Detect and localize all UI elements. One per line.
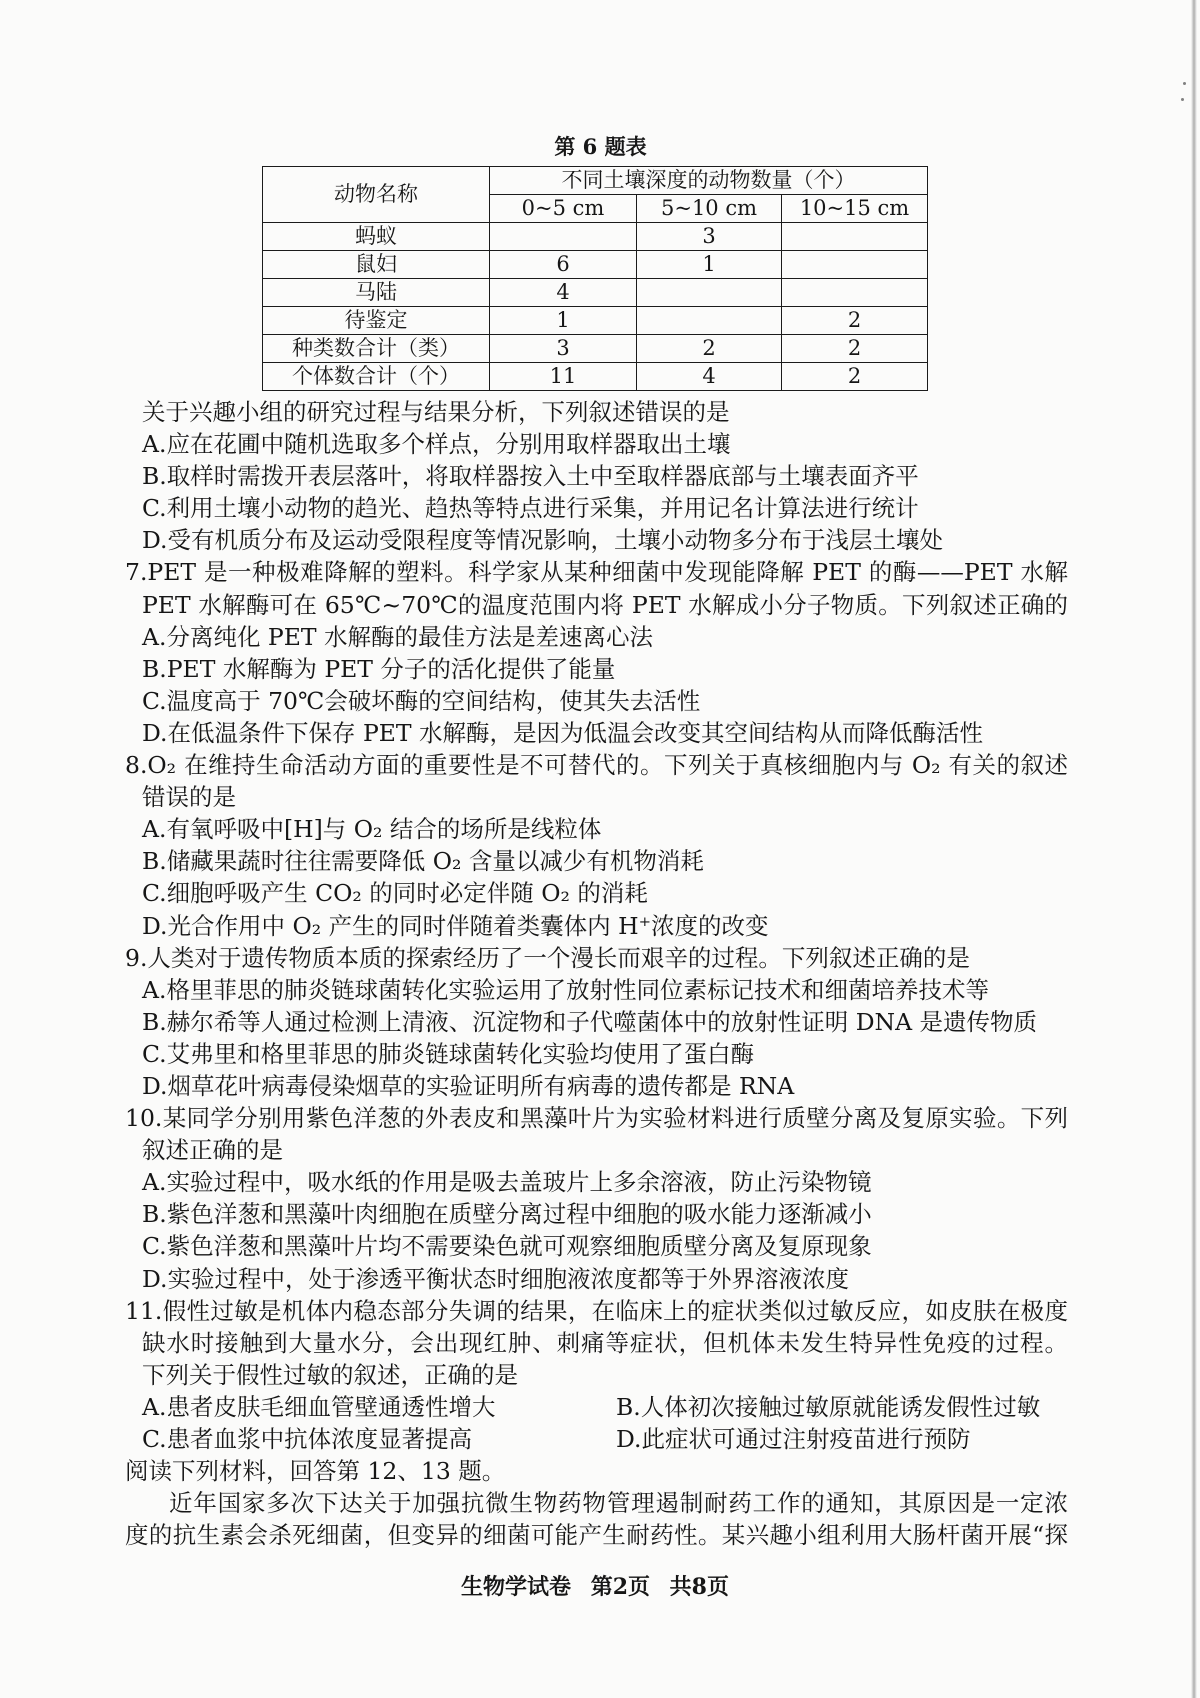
table-row [263, 335, 928, 363]
table-row [263, 223, 928, 251]
text-line [0, 749, 1200, 781]
count-cell [637, 279, 782, 307]
text-line [0, 1102, 1200, 1134]
q10-option-d: D.实验过程中，处于渗透平衡状态时细胞液浓度都等于外界溶液浓度 [142, 1264, 849, 1293]
row-name-cell: 马陆 [263, 279, 490, 307]
text-line [0, 1230, 1200, 1262]
table-row [263, 307, 928, 335]
scan-speck [1183, 82, 1186, 85]
row-name-cell: 个体数合计（个） [263, 363, 490, 391]
text-line [0, 910, 1200, 942]
q10-stem: 10.某同学分别用紫色洋葱的外表皮和黑藻叶片为实验材料进行质壁分离及复原实验。下列 [125, 1104, 1068, 1133]
text-line [0, 1006, 1200, 1038]
text-line [0, 1038, 1200, 1070]
q11-option-a: A.患者皮肤毛细血管壁通透性增大 [142, 1392, 496, 1421]
animal-name-header: 动物名称 [263, 167, 490, 223]
count-cell [782, 223, 928, 251]
text-line [0, 589, 1200, 621]
q6-option-c: C.利用土壤小动物的趋光、趋热等特点进行采集，并用记名计算法进行统计 [142, 494, 919, 523]
q11-option-b: B.人体初次接触过敏原就能诱发假性过敏 [616, 1392, 1041, 1421]
q9-stem: 9.人类对于遗传物质本质的探索经历了一个漫长而艰辛的过程。下列叙述正确的是 [125, 943, 970, 972]
count-cell: 1 [490, 307, 637, 335]
q8-stem: 8.O₂ 在维持生命活动方面的重要性是不可替代的。下列关于真核细胞内与 O₂ 有关的叙述 [125, 751, 1068, 780]
row-name-cell: 种类数合计（类） [263, 335, 490, 363]
q7-option-c: C.温度高于 70℃会破坏酶的空间结构，使其失去活性 [142, 686, 701, 715]
text-line [0, 460, 1200, 492]
text-line [0, 781, 1200, 813]
text-line [0, 1198, 1200, 1230]
text-line [0, 1263, 1200, 1295]
q9-option-a: A.格里菲思的肺炎链球菌转化实验运用了放射性同位素标记技术和细菌培养技术等 [142, 975, 989, 1004]
q11-stem: 11.假性过敏是机体内稳态部分失调的结果，在临床上的症状类似过敏反应，如皮肤在极度 [125, 1296, 1068, 1325]
reading-paragraph-line: 度的抗生素会杀死细菌，但变异的细菌可能产生耐药性。某兴趣小组利用大肠杆菌开展“探 [125, 1521, 1068, 1550]
count-cell: 3 [637, 223, 782, 251]
count-cell: 2 [782, 335, 928, 363]
question-text-block [0, 396, 1200, 1551]
text-line [0, 1519, 1200, 1551]
text-line [0, 1455, 1200, 1487]
table-caption: 第 6 题表 [554, 134, 647, 159]
q11-stem-continued: 缺水时接触到大量水分，会出现红肿、刺痛等症状，但机体未发生特异性免疫的过程。 [142, 1328, 1068, 1357]
animal-count-table [262, 166, 928, 391]
table-row [263, 251, 928, 279]
depth-header: 10~15 cm [782, 195, 928, 223]
reading-paragraph-line: 近年国家多次下达关于加强抗微生物药物管理遏制耐药工作的通知，其原因是一定浓 [169, 1489, 1068, 1518]
count-cell [782, 251, 928, 279]
q8-option-a: A.有氧呼吸中[H]与 O₂ 结合的场所是线粒体 [142, 815, 602, 844]
text-line [0, 974, 1200, 1006]
q9-option-b: B.赫尔希等人通过检测上清液、沉淀物和子代噬菌体中的放射性证明 DNA 是遗传物质 [142, 1007, 1038, 1036]
table-row [263, 279, 928, 307]
q10-stem-continued: 叙述正确的是 [142, 1136, 283, 1165]
text-line [0, 621, 1200, 653]
q6-option-d: D.受有机质分布及运动受限程度等情况影响，土壤小动物多分布于浅层土壤处 [142, 526, 943, 555]
text-line [0, 813, 1200, 845]
count-cell: 4 [637, 363, 782, 391]
text-line [0, 1166, 1200, 1198]
text-line [0, 428, 1200, 460]
count-cell [637, 307, 782, 335]
q6-option-a: A.应在花圃中随机选取多个样点，分别用取样器取出土壤 [142, 430, 731, 459]
scan-speck [1181, 98, 1184, 101]
row-name-cell: 鼠妇 [263, 251, 490, 279]
text-line [0, 1391, 1200, 1423]
q8-option-b: B.储藏果蔬时往往需要降低 O₂ 含量以减少有机物消耗 [142, 847, 704, 876]
q10-option-c: C.紫色洋葱和黑藻叶片均不需要染色就可观察细胞质壁分离及复原现象 [142, 1232, 872, 1261]
text-line [0, 396, 1200, 428]
q7-stem: 7.PET 是一种极难降解的塑料。科学家从某种细菌中发现能降解 PET 的酶——PET 水解 [125, 558, 1068, 587]
q10-option-a: A.实验过程中，吸水纸的作用是吸去盖玻片上多余溶液，防止污染物镜 [142, 1168, 872, 1197]
depth-header: 0~5 cm [490, 195, 637, 223]
count-cell: 2 [637, 335, 782, 363]
count-cell: 2 [782, 307, 928, 335]
text-line [0, 942, 1200, 974]
depth-group-header: 不同土壤深度的动物数量（个） [490, 167, 928, 195]
count-cell: 6 [490, 251, 637, 279]
q11-stem-prompt: 下列关于假性过敏的叙述，正确的是 [142, 1360, 518, 1389]
depth-header: 5~10 cm [637, 195, 782, 223]
table-row [263, 363, 928, 391]
row-name-cell: 蚂蚁 [263, 223, 490, 251]
text-line [0, 524, 1200, 556]
count-cell: 1 [637, 251, 782, 279]
count-cell: 2 [782, 363, 928, 391]
q11-option-c: C.患者血浆中抗体浓度显著提高 [142, 1425, 473, 1453]
text-line [0, 492, 1200, 524]
text-line [0, 653, 1200, 685]
text-line [0, 1070, 1200, 1102]
count-cell: 4 [490, 279, 637, 307]
text-line [0, 1487, 1200, 1519]
text-line [0, 1295, 1200, 1327]
text-line [0, 1423, 1200, 1455]
text-line [0, 556, 1200, 588]
text-line [0, 877, 1200, 909]
count-cell [782, 279, 928, 307]
count-cell: 3 [490, 335, 637, 363]
reading-intro: 阅读下列材料，回答第 12、13 题。 [125, 1457, 506, 1486]
text-line [0, 717, 1200, 749]
q7-option-d: D.在低温条件下保存 PET 水解酶，是因为低温会改变其空间结构从而降低酶活性 [142, 718, 984, 747]
q7-option-a: A.分离纯化 PET 水解酶的最佳方法是差速离心法 [142, 622, 654, 651]
q6-stem: 关于兴趣小组的研究过程与结果分析，下列叙述错误的是 [142, 398, 730, 426]
q7-option-b: B.PET 水解酶为 PET 分子的活化提供了能量 [142, 654, 616, 683]
text-line [0, 845, 1200, 877]
q11-option-d: D.此症状可通过注射疫苗进行预防 [616, 1425, 971, 1453]
row-name-cell: 待鉴定 [263, 307, 490, 335]
q9-option-c: C.艾弗里和格里菲思的肺炎链球菌转化实验均使用了蛋白酶 [142, 1039, 755, 1068]
q6-option-b: B.取样时需拨开表层落叶，将取样器按入土中至取样器底部与土壤表面齐平 [142, 462, 919, 491]
q8-option-d: D.光合作用中 O₂ 产生的同时伴随着类囊体内 H⁺浓度的改变 [142, 911, 769, 940]
text-line [0, 1327, 1200, 1359]
text-line [0, 1134, 1200, 1166]
text-line [0, 1359, 1200, 1391]
page-footer: 生物学试卷 第2页 共8页 [461, 1574, 729, 1600]
q9-option-d: D.烟草花叶病毒侵染烟草的实验证明所有病毒的遗传都是 RNA [142, 1071, 795, 1100]
count-cell: 11 [490, 363, 637, 391]
text-line [0, 685, 1200, 717]
q8-option-c: C.细胞呼吸产生 CO₂ 的同时必定伴随 O₂ 的消耗 [142, 879, 648, 908]
q7-stem-continued: PET 水解酶可在 65℃~70℃的温度范围内将 PET 水解成小分子物质。下列叙述正确的 [142, 590, 1068, 619]
table-header-row [263, 167, 928, 195]
q8-stem-continued: 错误的是 [142, 783, 236, 812]
count-cell [490, 223, 637, 251]
q10-option-b: B.紫色洋葱和黑藻叶肉细胞在质壁分离过程中细胞的吸水能力逐渐减小 [142, 1200, 872, 1229]
